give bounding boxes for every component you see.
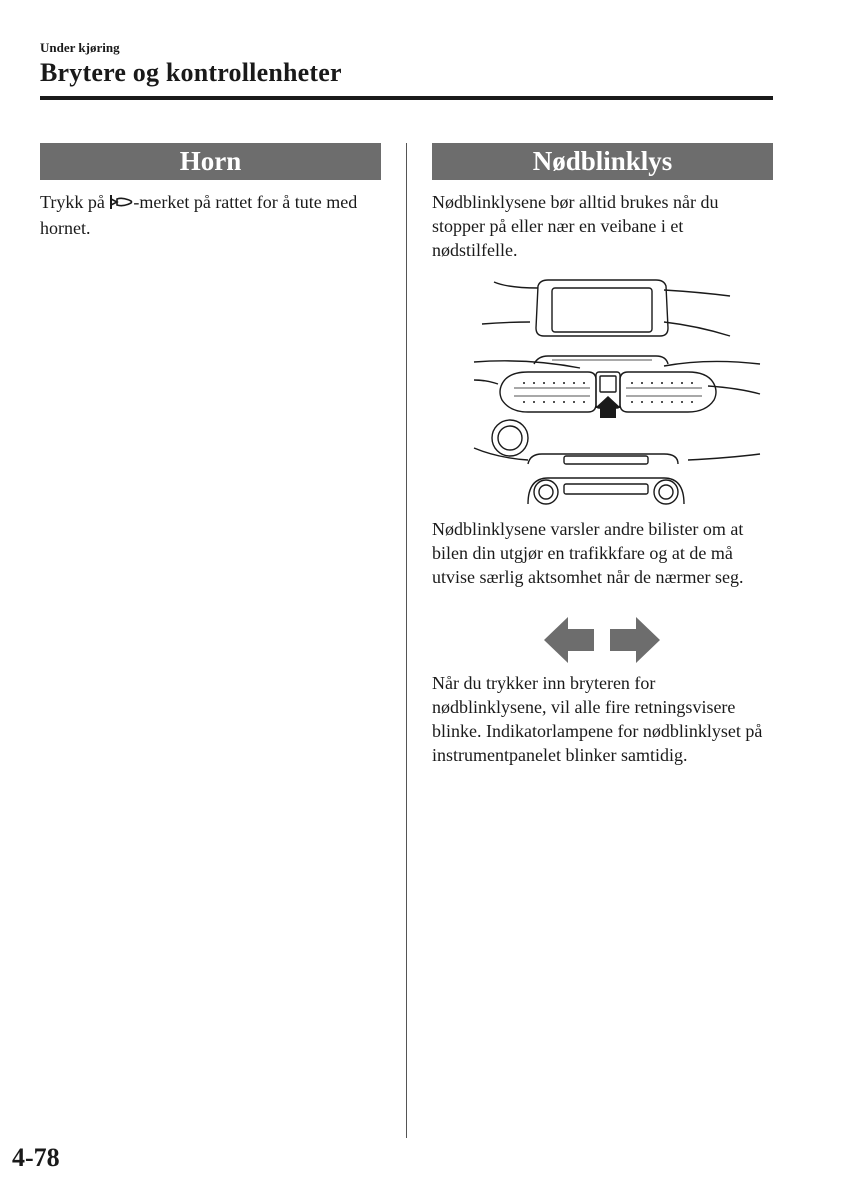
hazard-paragraph-1: Nødblinklysene bør alltid brukes når du stopper på eller nær en veibane i et nødstilfelle. [432, 192, 719, 260]
page-number: 4-78 [12, 1143, 60, 1172]
horn-paragraph [40, 190, 381, 240]
hazard-paragraph-3: Når du trykker inn bryteren for nødblinklysene, vil alle fire retningsvisere blinke. Indikatorlampene for nødblinklyset på instrumentpanelet blinker samtidig. [432, 673, 763, 765]
hazard-section [432, 143, 773, 767]
horn-icon [109, 192, 133, 216]
column-divider [406, 143, 407, 1138]
title-rule [40, 96, 773, 100]
chapter-title: Brytere og kontrollenheter [40, 58, 342, 87]
turn-signal-arrows-icon [542, 615, 662, 665]
horn-text-after: -merket på rattet for å tute med hornet. [40, 192, 358, 238]
hazard-switch-illustration [468, 276, 768, 511]
hazard-paragraph-2: Nødblinklysene varsler andre bilister om at bilen din utgjør en trafikkfare og at de må utvise særlig aktsomhet når de nærmer seg. [432, 519, 744, 587]
horn-section [40, 143, 381, 240]
running-head: Under kjøring [40, 40, 120, 55]
horn-text-before: Trykk på [40, 192, 110, 212]
hazard-section-title: Nødblinklys [432, 143, 773, 180]
horn-section-title: Horn [40, 143, 381, 180]
